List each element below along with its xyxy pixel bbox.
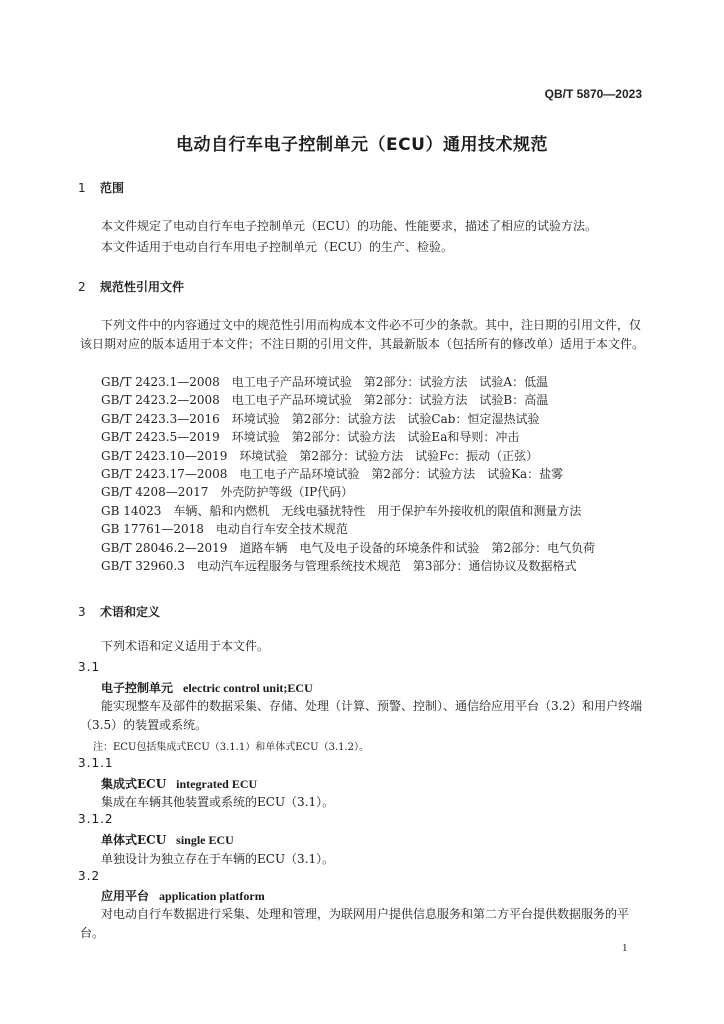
term-zh: 单体式ECU (101, 833, 167, 847)
term-definition: 对电动自行车数据进行采集、处理和管理，为联网用户提供信息服务和第二方平台提供数据服务的平台。 (80, 907, 630, 940)
section-1-para-1: 本文件规定了电动自行车电子控制单元（ECU）的功能、性能要求，描述了相应的试验方法。 (101, 219, 598, 233)
section-2-heading (78, 278, 184, 295)
section-2-title: 规范性引用文件 (100, 280, 185, 294)
section-1-number: 1 (78, 181, 86, 195)
term-definition: 集成在车辆其他装置或系统的ECU（3.1）。 (101, 795, 335, 809)
reference-item: GB/T 2423.17—2008 电工电子产品环境试验 第2部分：试验方法 试验Ka：盐雾 (101, 467, 564, 482)
section-1-para-2: 本文件适用于电动自行车用电子控制单元（ECU）的生产、检验。 (101, 240, 454, 254)
reference-item: GB/T 32960.3 电动汽车远程服务与管理系统技术规范 第3部分：通信协议及数据格式 (101, 559, 577, 574)
section-1-heading (78, 179, 124, 196)
reference-item: GB/T 2423.10—2019 环境试验 第2部分：试验方法 试验Fc：振动（正弦） (101, 448, 539, 463)
term-zh: 应用平台 (101, 889, 150, 903)
term-number: 3.1.1 (78, 756, 114, 770)
term-definition: 能实现整车及部件的数据采集、存储、处理（计算、预警、控制）、通信给应用平台（3.2）和用户终端（3.5）的装置或系统。 (80, 699, 643, 732)
term-definition: 单独设计为独立存在于车辆的ECU（3.1）。 (101, 852, 335, 866)
term-zh: 电子控制单元 (101, 681, 174, 695)
section-3-intro: 下列术语和定义适用于本文件。 (101, 639, 270, 653)
reference-item: GB/T 2423.2—2008 电工电子产品环境试验 第2部分：试验方法 试验B：高温 (101, 393, 549, 408)
term-title (101, 679, 313, 696)
reference-item: GB/T 28046.2—2019 道路车辆 电气及电子设备的环境条件和试验 第2部分：电气负荷 (101, 540, 596, 555)
reference-item: GB/T 2423.3—2016 环境试验 第2部分：试验方法 试验Cab：恒定湿热试验 (101, 411, 540, 426)
term-number: 3.1.2 (78, 812, 114, 826)
reference-list (101, 373, 595, 575)
term-title (101, 775, 257, 792)
section-3-heading (78, 603, 160, 620)
reference-item: GB/T 4208—2017 外壳防护等级（IP代码） (101, 485, 354, 500)
term-zh: 集成式ECU (101, 777, 167, 791)
reference-item: GB/T 2423.1—2008 电工电子产品环境试验 第2部分：试验方法 试验A：低温 (101, 375, 549, 389)
page-number: 1 (622, 942, 628, 954)
section-2-intro: 下列文件中的内容通过文中的规范性引用而构成本文件必不可少的条款。其中，注日期的引用文件，仅该日期对应的版本适用于本文件；不注日期的引用文件，其最新版本（包括所有的修改单）适用于本文件。 (80, 318, 645, 351)
term-title (101, 831, 234, 848)
document-title: 电动自行车电子控制单元（ECU）通用技术规范 (176, 135, 548, 155)
term-en: application platform (159, 889, 265, 903)
reference-item: GB/T 2423.5—2019 环境试验 第2部分：试验方法 试验Ea和导则：冲击 (101, 430, 520, 445)
term-number: 3.1 (78, 660, 101, 674)
term-en: integrated ECU (176, 777, 258, 791)
term-number: 3.2 (78, 869, 101, 883)
term-note: 注：ECU包括集成式ECU（3.1.1）和单体式ECU（3.1.2）。 (93, 742, 370, 753)
reference-item: GB 17761—2018 电动自行车安全技术规范 (101, 522, 348, 537)
term-en: single ECU (176, 833, 234, 847)
section-1-title: 范围 (100, 181, 125, 195)
section-2-number: 2 (78, 280, 86, 294)
section-3-number: 3 (78, 605, 86, 619)
section-3-title: 术语和定义 (100, 605, 161, 619)
standard-code: QB/T 5870—2023 (544, 87, 642, 101)
term-title (101, 887, 265, 904)
term-en: electric control unit;ECU (183, 681, 313, 695)
reference-item: GB 14023 车辆、船和内燃机 无线电骚扰特性 用于保护车外接收机的限值和测量方法 (101, 503, 582, 518)
